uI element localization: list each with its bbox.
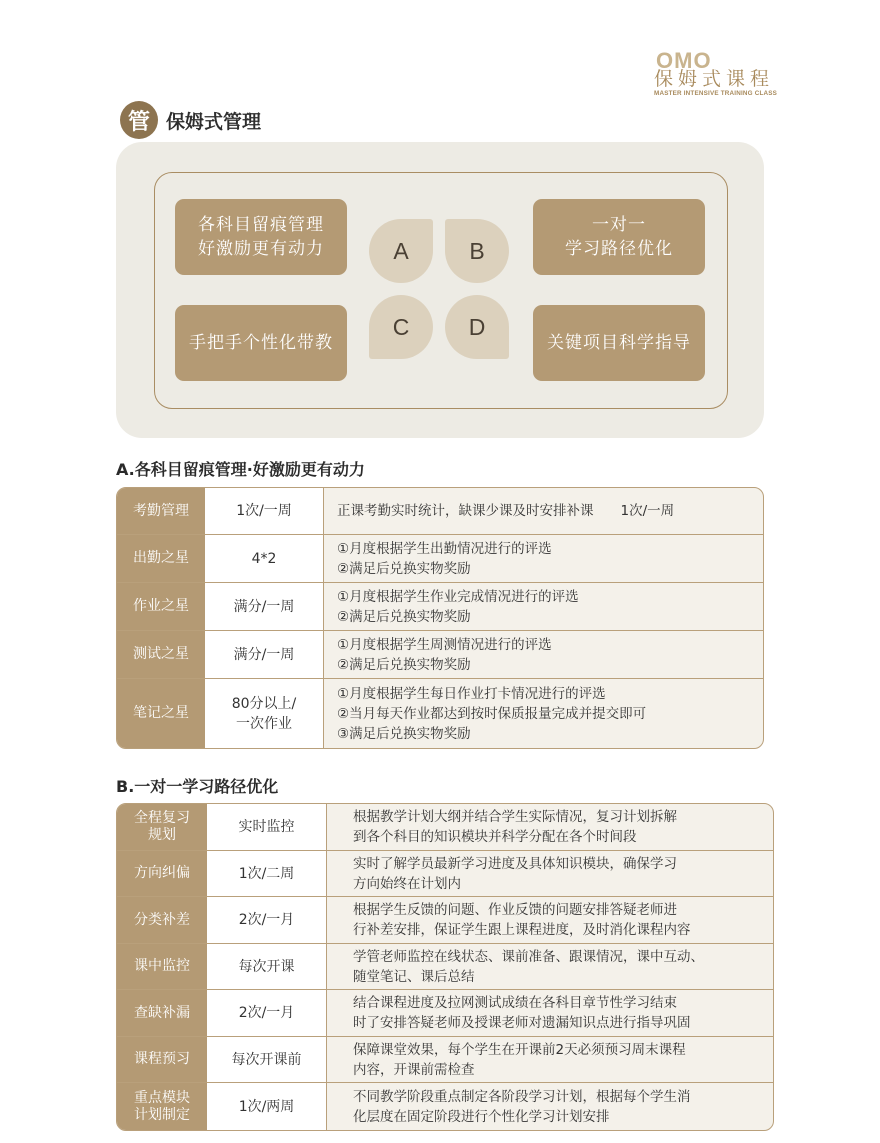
- row-name: 课中监控: [117, 944, 207, 989]
- brand-omo: OMO: [656, 48, 712, 73]
- description-line: 到各个科目的知识模块并科学分配在各个时间段: [353, 829, 637, 845]
- overview-frame: [154, 172, 728, 409]
- row-description: [327, 1037, 686, 1082]
- feature-card-b-line2: 学习路径优化: [565, 239, 673, 259]
- section-header: [120, 101, 261, 139]
- brand-cn-name: 保姆式课程: [654, 68, 775, 90]
- row-description: [324, 679, 646, 748]
- petal-b: B: [445, 219, 509, 283]
- table-row: [117, 990, 773, 1037]
- row-frequency: 80分以上/ 一次作业: [205, 679, 324, 748]
- description-line: 学管老师监控在线状态、课前准备、跟课情况，课中互动、: [353, 948, 704, 965]
- table-row: [117, 1037, 773, 1083]
- table-b-title: B.一对一学习路径优化: [116, 777, 279, 796]
- row-frequency: 2次/一月: [207, 990, 327, 1036]
- description-line: 时了安排答疑老师及授课老师对遗漏知识点进行指导巩固: [353, 1015, 691, 1031]
- table-row: [117, 535, 763, 583]
- feature-card-b: [533, 199, 705, 275]
- row-frequency: 1次/一周: [205, 488, 324, 534]
- description-line: ①月度根据学生周测情况进行的评选: [337, 636, 552, 653]
- description-line: ②满足后兑换实物奖励: [337, 560, 471, 577]
- table-row: [117, 1083, 773, 1130]
- row-frequency: 每次开课前: [207, 1037, 327, 1082]
- description-line: 实时了解学员最新学习进度及具体知识模块，确保学习: [353, 855, 677, 872]
- feature-card-c: [175, 305, 347, 381]
- description-line: 结合课程进度及拉网测试成绩在各科目章节性学习结束: [353, 995, 677, 1011]
- row-frequency: 4*2: [205, 535, 324, 582]
- row-name: 重点模块 计划制定: [117, 1083, 207, 1130]
- description-line: 保障课堂效果，每个学生在开课前2天必须预习周末课程: [353, 1041, 686, 1058]
- feature-card-d-line1: 关键项目科学指导: [547, 333, 691, 353]
- row-frequency: 1次/两周: [207, 1083, 327, 1130]
- row-frequency: 每次开课: [207, 944, 327, 989]
- description-line: 随堂笔记、课后总结: [353, 968, 475, 985]
- table-a-title: A.各科目留痕管理·好激励更有动力: [116, 460, 365, 479]
- row-description: [327, 1083, 691, 1130]
- row-description: [327, 990, 691, 1036]
- row-description: [324, 535, 552, 582]
- feature-card-d: [533, 305, 705, 381]
- table-row: [117, 944, 773, 990]
- row-description: [327, 804, 677, 850]
- row-name: 查缺补漏: [117, 990, 207, 1036]
- overview-panel: [116, 142, 764, 438]
- table-row: [117, 583, 763, 631]
- brand-en-name: MASTER INTENSIVE TRAINING CLASS: [654, 90, 778, 97]
- row-name: 测试之星: [117, 631, 205, 678]
- petal-c: C: [369, 295, 433, 359]
- section-title: 保姆式管理: [166, 110, 262, 133]
- row-name: 笔记之星: [117, 679, 205, 748]
- feature-card-a: [175, 199, 347, 275]
- description-line: ①月度根据学生每日作业打卡情况进行的评选: [337, 685, 606, 702]
- description-line: 正课考勤实时统计，缺课少课及时安排补课 1次/一周: [337, 503, 675, 519]
- description-line: 根据教学计划大纲并结合学生实际情况，复习计划拆解: [353, 809, 677, 825]
- row-frequency: 满分/一周: [205, 631, 324, 678]
- row-description: [327, 897, 691, 943]
- petal-d: D: [445, 295, 509, 359]
- description-line: 不同教学阶段重点制定各阶段学习计划，根据每个学生消: [353, 1088, 691, 1105]
- table-b: [116, 803, 774, 1131]
- petal-a: A: [369, 219, 433, 283]
- description-line: 方向始终在计划内: [353, 875, 461, 892]
- row-description: [327, 851, 677, 896]
- row-name: 全程复习 规划: [117, 804, 207, 850]
- table-row: [117, 804, 773, 851]
- description-line: 化层度在固定阶段进行个性化学习计划安排: [353, 1108, 610, 1125]
- table-row: [117, 631, 763, 679]
- row-name: 方向纠偏: [117, 851, 207, 896]
- description-line: 内容，开课前需检查: [353, 1061, 475, 1078]
- row-description: [324, 631, 552, 678]
- row-frequency: 1次/二周: [207, 851, 327, 896]
- row-description: [324, 488, 674, 534]
- row-name: 作业之星: [117, 583, 205, 630]
- table-row: [117, 488, 763, 535]
- feature-card-a-line2: 好激励更有动力: [198, 239, 324, 259]
- brand-logo: [654, 48, 784, 98]
- feature-card-c-line1: 手把手个性化带教: [189, 333, 333, 353]
- row-name: 考勤管理: [117, 488, 205, 534]
- description-line: 根据学生反馈的问题、作业反馈的问题安排答疑老师进: [353, 902, 677, 918]
- row-frequency: 2次/一月: [207, 897, 327, 943]
- table-row: [117, 679, 763, 748]
- description-line: ②满足后兑换实物奖励: [337, 608, 471, 625]
- table-row: [117, 897, 773, 944]
- row-name: 课程预习: [117, 1037, 207, 1082]
- feature-card-a-line1: 各科目留痕管理: [198, 215, 324, 235]
- row-frequency: 实时监控: [207, 804, 327, 850]
- row-name: 出勤之星: [117, 535, 205, 582]
- section-badge: 管: [120, 101, 158, 139]
- description-line: ①月度根据学生出勤情况进行的评选: [337, 540, 552, 557]
- feature-card-b-line1: 一对一: [592, 215, 646, 235]
- description-line: ③满足后兑换实物奖励: [337, 725, 471, 742]
- row-name: 分类补差: [117, 897, 207, 943]
- table-row: [117, 851, 773, 897]
- description-line: ①月度根据学生作业完成情况进行的评选: [337, 588, 579, 605]
- description-line: ②满足后兑换实物奖励: [337, 656, 471, 673]
- description-line: 行补差安排，保证学生跟上课程进度，及时消化课程内容: [353, 922, 691, 938]
- row-description: [324, 583, 579, 630]
- row-frequency: 满分/一周: [205, 583, 324, 630]
- description-line: ②当月每天作业都达到按时保质报量完成并提交即可: [337, 705, 647, 722]
- row-description: [327, 944, 704, 989]
- table-a: [116, 487, 764, 749]
